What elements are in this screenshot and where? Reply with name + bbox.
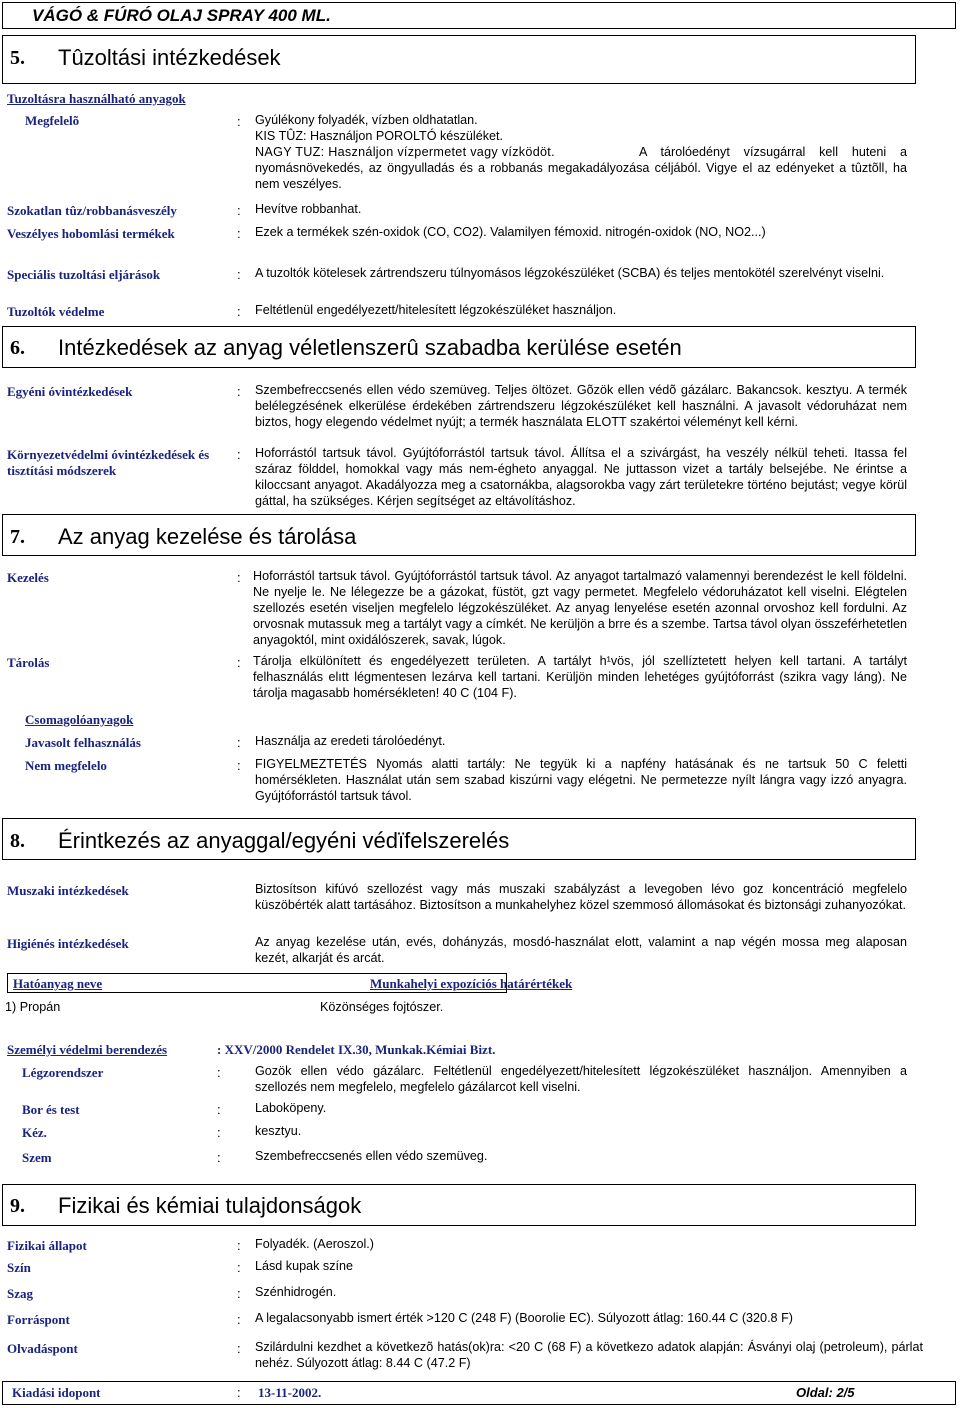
extinguishing-media-heading: Tuzoltásra használható anyagok [7,91,186,106]
table-col-substance: Hatóanyag neve [13,976,103,991]
recommended-use-label: Javasolt felhasználás [25,735,141,750]
personal-precautions-label: Egyéni óvintézkedések [7,384,133,399]
table-row-substance: 1) Propán [5,1000,61,1014]
colon: : [237,735,241,750]
section-5-number: 5. [10,47,25,69]
special-procedures-value: A tuzoltók kötelesek zártrendszeru túlnyomásos légzokészüléket (SCBA) és teljes mentokötél szerelvényt viselni. [255,266,885,280]
table-col-limits: Munkahelyi expozíciós határértékek [370,976,573,991]
suitable-line-3: NAGY TUZ: Használjon vízpermetet vagy vízködöt. [255,145,555,159]
unusual-hazard-label: Szokatlan tûz/robbanásveszély [7,203,177,218]
colon: : [237,114,241,129]
colon: : [237,447,241,462]
personal-precautions-value: Szembefreccsenés ellen védo szemüveg. Teljes öltözet. Gõzök ellen védõ gázálarc. Bakancsok. kesztyu. A termék belélegzésének elkerülése érdekében zártrendszeru légzokészüléket kell használni. A javasolt védoruházat nem biztos, hogy elegendo védelmet nyújt; a termék használata ELOTT szakértoi véleményt kell kérni. [255,383,907,429]
section-8-title: Érintkezés az anyaggal/egyéni védïfelszerelés [58,828,510,853]
colon: : [237,226,241,241]
product-title: VÁGÓ & FÚRÓ OLAJ SPRAY 400 ML. [32,6,331,25]
melting-point-value: Szilárdulni kezdhet a következõ hatás(ok)ra: <20 C (68 F) a következo adatok alapján: Ásványi olaj (petroleum), párlat nehéz. Súlyozott átlag: 8.44 C (47.2 F) [255,1340,923,1370]
section-9-number: 9. [10,1195,25,1217]
issue-date-value: 13-11-2002. [258,1385,322,1400]
colon: : [217,1065,221,1080]
special-procedures-label: Speciális tuzoltási eljárások [7,267,161,282]
decomposition-label: Veszélyes hobomlási termékek [7,226,175,241]
suitable-line-2: KIS TÛZ: Használjon POROLTÓ készüléket. [255,129,503,143]
unsuitable-value: FIGYELMEZTETÉS Nyomás alatti tartály: Ne tegyük ki a napfény hatásának és ne tartsuk 50 C feletti homérsékleten. Használat után sem szabad kiszúrni vagy elégetni. Ne permetezze nyílt lángra vagy izzó anyagra. Gyújtóforrástól tartsuk távol. [255,757,907,803]
section-7-title: Az anyag kezelése és tárolása [58,524,357,549]
respiratory-label: Légzorendszer [22,1065,104,1080]
colon: : [217,1102,221,1117]
boiling-point-value: A legalacsonyabb ismert érték >120 C (248 F) (Boorolie EC). Súlyozott átlag: 160.44 C (320.8 F) [255,1311,793,1325]
colon: : [237,1286,241,1301]
color-value: Lásd kupak színe [255,1259,354,1273]
colon: : [237,1260,241,1275]
skin-value: Laboköpeny. [255,1101,327,1115]
colon: : [237,203,241,218]
melting-point-label: Olvadáspont [7,1341,78,1356]
colon: : [237,1312,241,1327]
eye-value: Szembefreccsenés ellen védo szemüveg. [255,1149,488,1163]
colon: : [237,570,241,585]
colon: : [237,758,241,773]
section-6-number: 6. [10,337,25,359]
suitable-line-4: A tárolóedényt vízsugárral kell huteni a nyomásnövekedés, az öngyulladás és a robbanás megakadályozása céljából. Vigye el az edényeket a tûztõll, ha nem veszélyes. [255,145,907,191]
eye-label: Szem [22,1150,52,1165]
hand-label: Kéz. [22,1125,47,1140]
ppe-label: Személyi védelmi berendezés [7,1042,168,1057]
colon: : [217,1125,221,1140]
color-label: Szín [7,1260,31,1275]
colon: : [237,1385,241,1400]
storage-value: Tárolja elkülönített és engedélyezett területen. A tartályt h¹vös, jól szellíztetett helyen kell tartani. A tartályt felhasználás elıtt légmentesen lezárva kell tartani. Kerüljön minden lehetéges gyújtóforrást (szikra vagy láng). Ne tárolja magasabb homérsékleten! 40 C (104 F). [253,654,907,700]
decomposition-value: Ezek a termékek szén-oxidok (CO, CO2). Valamilyen fémoxid. nitrogén-oxidok (NO, NO2...) [255,225,766,239]
odor-value: Szénhidrogén. [255,1285,337,1299]
hygiene-measures-value: Az anyag kezelése után, evés, dohányzás, mosdó-használat elott, valamint a nap végén mossa meg alaposan kezét, alkarját és arcát. [255,935,907,965]
table-row-limit: Közönséges fojtószer. [320,1000,444,1014]
unusual-hazard-value: Hevítve robbanhat. [255,202,362,216]
engineering-measures-label: Muszaki intézkedések [7,883,129,898]
section-5-title: Tûzoltási intézkedések [58,45,281,70]
respiratory-value: Gozök ellen védo gázálarc. Feltétlenül engedélyezett/hitelesített légzokészüléket használjon. Amennyiben a szellozés nem megfelelo, megfelelo gázálarcot kell viselni. [255,1064,907,1094]
handling-label: Kezelés [7,570,49,585]
odor-label: Szag [7,1286,33,1301]
suitable-label: Megfelelõ [25,113,80,128]
ppe-regulation: : XXV/2000 Rendelet IX.30, Munkak.Kémiai Bizt. [217,1042,496,1057]
colon: : [237,1341,241,1356]
environmental-label-2: tisztítási módszerek [7,463,117,478]
physical-state-label: Fizikai állapot [7,1238,87,1253]
colon: : [237,1238,241,1253]
boiling-point-label: Forráspont [7,1312,70,1327]
handling-value: Hoforrástól tartsuk távol. Gyújtóforrástól tartsuk távol. Az anyagot tartalmazó valamennyi berendezést le kell földelni. Ne nyelje le. Ne lélegezze be a gázokat, füstöt, gzt vagy permetet. Megfelelo védoruházatot kell viselni. Elégtelen szellozés esetén viseljen megfelelo légzokészüléket. Az anyag lenyelése esetén azonnal orvoshoz kell fordulni. Az orvosnak mutassuk meg a tartályt vagy a címkét. Ne kerüljön a brre és a szembe. Tartsa távol olyan összeférhetetlen anyagoktól, mint oxidálószerek, savak, lúgok. [253,569,907,647]
physical-state-value: Folyadék. (Aeroszol.) [255,1237,374,1251]
section-7-number: 7. [10,526,25,548]
section-8-number: 8. [10,830,25,852]
section-9-title: Fizikai és kémiai tulajdonságok [58,1193,362,1218]
issue-date-label: Kiadási idopont [12,1385,101,1400]
environmental-value: Hoforrástól tartsuk távol. Gyújtóforrástól tartsuk távol. Állítsa el a szivárgást, ha veszély nélkül teheti. Itassa fel száraz földdel, homokkal vagy más nem-égheto anyaggal. Ne juttasson vizet a tartály belsejébe. Ne érintse a kiloccsant anyagot. Akadályozza meg a csatornákba, alagsorokba vagy zárt területekre történo bejutást; vegye körül gáttal, ha szükséges. Kérjen segítséget az eltávolításhoz. [255,446,907,508]
recommended-use-value: Használja az eredeti tárolóedényt. [255,734,446,748]
firefighter-protection-label: Tuzoltók védelme [7,304,105,319]
skin-label: Bor és test [22,1102,80,1117]
colon: : [237,304,241,319]
hand-value: kesztyu. [255,1124,302,1138]
colon: : [237,267,241,282]
environmental-label-1: Környezetvédelmi óvintézkedések és [7,447,210,462]
hygiene-measures-label: Higiénés intézkedések [7,936,129,951]
unsuitable-label: Nem megfelelo [25,758,107,773]
colon: : [237,384,241,399]
suitable-line-1: Gyúlékony folyadék, vízben oldhatatlan. [255,113,478,127]
firefighter-protection-value: Feltétlenül engedélyezett/hitelesített légzokészüléket használjon. [255,303,617,317]
storage-label: Tárolás [7,655,50,670]
colon: : [217,1150,221,1165]
section-6-title: Intézkedések az anyag véletlenszerû szabadba kerülése esetén [58,335,682,360]
colon: : [237,655,241,670]
packaging-heading: Csomagolóanyagok [25,712,134,727]
engineering-measures-value: Biztosítson kifúvó szellozést vagy más muszaki szabályzást a levegoben lévo goz koncentráció megfelelo küszöbérték alatt tartásához. Biztosítson a munkahelyhez közel szemmosó állomásokat és biztonsági zuhanyozókat. [255,882,907,912]
page-number: Oldal: 2/5 [796,1385,855,1400]
